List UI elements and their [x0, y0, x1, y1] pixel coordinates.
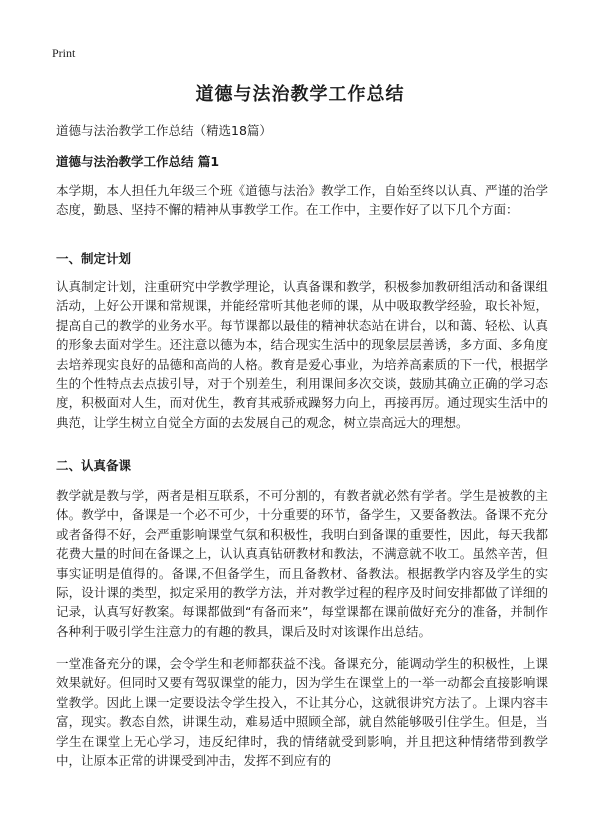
page-title: 道德与法治教学工作总结 — [195, 84, 405, 105]
subtitle: 道德与法治教学工作总结（精选18篇） — [56, 123, 272, 138]
print-link[interactable]: Print — [52, 46, 76, 60]
intro-paragraph: 本学期，本人担任九年级三个班《道德与法治》教学工作，自始至终以认真、严谨的治学态度，勤恳、坚持不懈的精神从事教学工作。在工作中，主要作好了以下几个方面： — [56, 183, 548, 218]
heading-plan: 一、制定计划 — [56, 251, 132, 266]
plan-paragraph: 认真制定计划，注重研究中学教学理论，认真备课和教学，积极参加教研组活动和备课组活动，上好公开课和常规课，并能经常听其他老师的课，从中吸取教学经验，取长补短，提高自己的教学的业务水平。每节课都以最佳的精神状态站在讲台，以和蔼、轻松、认真的形象去面对学生。还注意以德为本，结合现实生活中的现象层层善诱，多方面、多角度去培养现实良好的品德和高尚的人格。教育是爱心事业，为培养高素质的下一代，根据学生的个性特点去点拔引导，对于个别差生，利用课间多次交谈，鼓励其确立正确的学习态度，积极面对人生，而对优生，教育其戒骄戒躁努力向上，再接再厉。通过现实生活中的典范，让学生树立自觉全方面的去发展自己的观念，树立崇高远大的理想。 — [56, 279, 548, 430]
section-title: 道德与法治教学工作总结 篇1 — [56, 154, 220, 169]
prepare-paragraph-1: 教学就是教与学，两者是相互联系，不可分割的，有教者就必然有学者。学生是被教的主体。教学中，备课是一个必不可少，十分重要的环节，备学生，又要备教法。备课不充分或者备得不好，会严重影响课堂气氛和积极性，我明白到备课的重要性，因此，每天我都花费大量的时间在备课之上，认认真真钻研教材和教法，不满意就不收工。虽然辛苦，但事实证明是值得的。备课,不但备学生，而且备教材、备教法。根据教学内容及学生的实际，设计课的类型，拟定采用的教学方法，并对教学过程的程序及时间安排都做了详细的记录，认真写好教案。每课都做到“有备而来”，每堂课都在课前做好充分的准备，并制作各种利于吸引学生注意力的有趣的教具，课后及时对该课作出总结。 — [56, 488, 548, 639]
prepare-paragraph-2: 一堂准备充分的课，会令学生和老师都获益不浅。备课充分，能调动学生的积极性，上课效果就好。但同时又要有驾驭课堂的能力，因为学生在课堂上的一举一动都会直接影响课堂教学。因此上课一定要设法令学生投入，不让其分心，这就很讲究方法了。上课内容丰富，现实。教态自然，讲课生动，难易适中照顾全部，就自然能够吸引住学生。但是，当学生在课堂上无心学习，违反纪律时，我的情绪就受到影响，并且把这种情绪带到教学中，让原本正常的讲课受到冲击，发挥不到应有的 — [56, 656, 548, 769]
heading-prepare: 二、认真备课 — [56, 458, 132, 473]
